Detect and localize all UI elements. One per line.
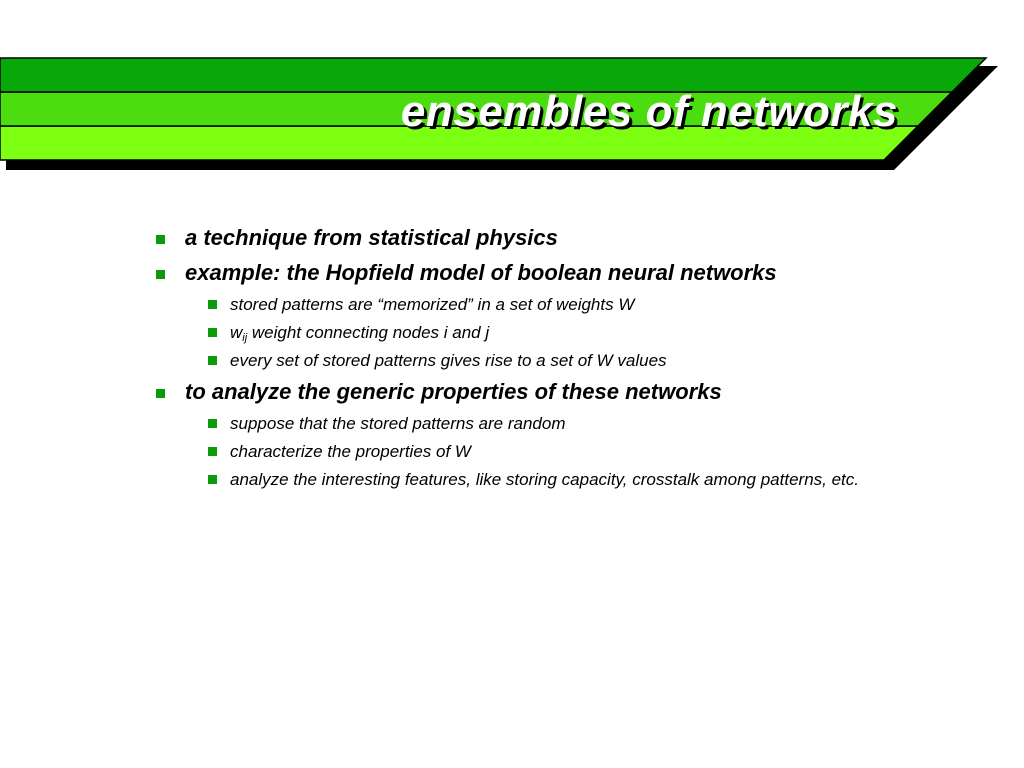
bullet-list	[152, 224, 872, 497]
sub-bullet-text: every set of stored patterns gives rise to a set of W values	[230, 351, 667, 370]
slide-title: ensembles of networks	[400, 87, 898, 136]
sub-bullet-item	[152, 441, 872, 462]
square-bullet-icon	[208, 447, 217, 456]
weight-symbol: w	[230, 323, 243, 342]
sub-bullet-text: stored patterns are “memorized” in a set of weights W	[230, 295, 635, 314]
sub-bullet-text: suppose that the stored patterns are random	[230, 414, 566, 433]
bullet-item	[152, 259, 872, 287]
square-bullet-icon	[208, 328, 217, 337]
bullet-text: example: the Hopfield model of boolean neural networks	[185, 260, 777, 285]
bullet-text: to analyze the generic properties of these networks	[185, 379, 722, 404]
square-bullet-icon	[156, 235, 165, 244]
sub-bullet-item	[152, 322, 872, 343]
weight-subscript: ij	[242, 332, 248, 344]
bullet-item	[152, 224, 872, 252]
sub-bullet-item	[152, 469, 872, 490]
square-bullet-icon	[208, 356, 217, 365]
square-bullet-icon	[156, 270, 165, 279]
sub-bullet-item	[152, 413, 872, 434]
sub-bullet-item	[152, 294, 872, 315]
sub-bullet-text: analyze the interesting features, like storing capacity, crosstalk among patterns, etc.	[230, 470, 859, 489]
square-bullet-icon	[208, 300, 217, 309]
square-bullet-icon	[208, 419, 217, 428]
bullet-text: a technique from statistical physics	[185, 225, 558, 250]
square-bullet-icon	[156, 389, 165, 398]
sub-bullet-text: characterize the properties of W	[230, 442, 471, 461]
sub-bullet-text: weight connecting nodes i and j	[247, 323, 490, 342]
sub-bullet-item	[152, 350, 872, 371]
bullet-item	[152, 378, 872, 406]
square-bullet-icon	[208, 475, 217, 484]
